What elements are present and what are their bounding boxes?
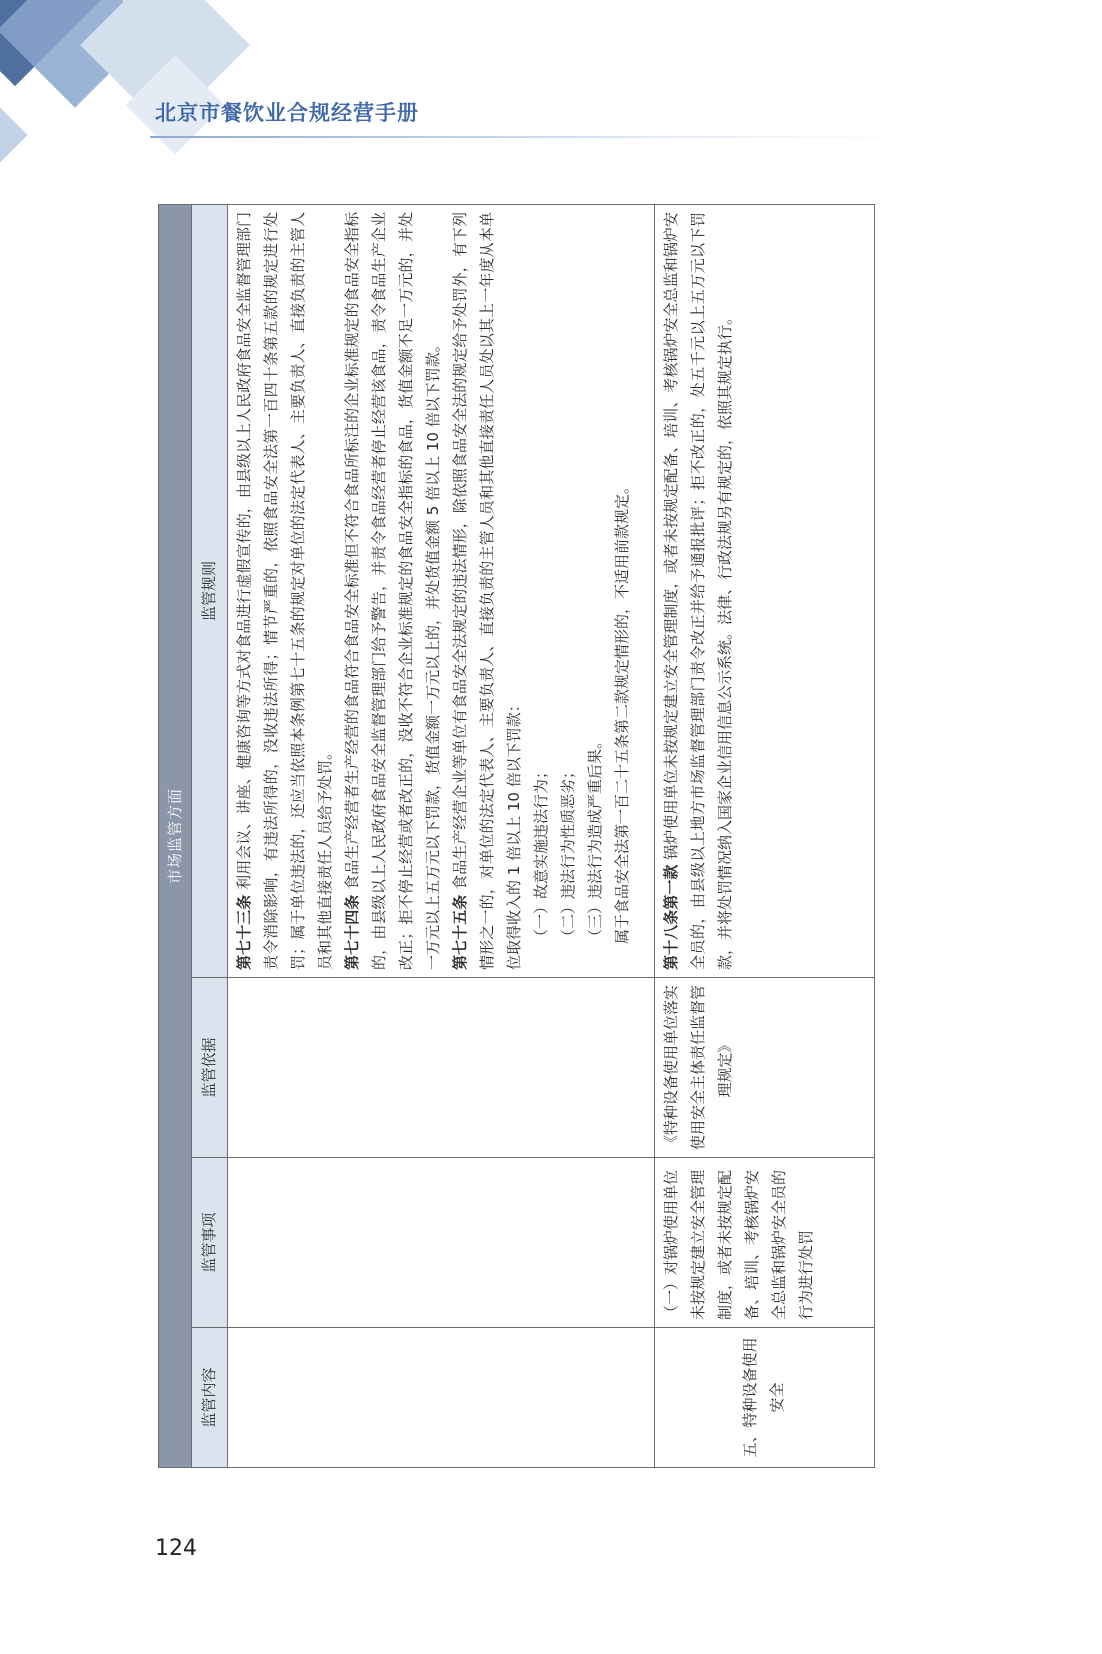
- rules-cell: [228, 204, 654, 977]
- rules-cell: [654, 204, 874, 977]
- content-cell: [228, 1328, 654, 1468]
- corner-decoration: [0, 102, 28, 167]
- table-row: [654, 204, 874, 1467]
- article-note: 属于食品安全法第一百二十五条第二款规定情形的，不适用前款规定。: [613, 478, 632, 944]
- page-number: 124: [155, 1536, 197, 1561]
- column-header-item: 监管事项: [192, 1158, 228, 1328]
- table-row: [228, 204, 654, 1467]
- content-cell: 五、特种设备使用安全: [654, 1328, 874, 1468]
- article-73: [231, 212, 339, 970]
- column-header-content: 监管内容: [192, 1328, 228, 1468]
- article-text: 锅炉使用单位未按规定建立安全管理制度，或者未按规定配备、培训、考核锅炉安全总监和锅炉安全员的，由县级以上地方市场监督管理部门责令改正并给予通报批评；拒不改正的，处五千元以上五万元以下罚款，并将处罚情况纳入国家企业信用信息公示系统。法律、行政法规另有规定的，依照其规定执行。: [661, 211, 734, 970]
- article-number: 第七十三条: [235, 894, 254, 970]
- sub-item: （二）违法行为性质恶劣；: [559, 763, 578, 944]
- basis-cell: 《特种设备使用单位落实使用安全主体责任监督管理规定》: [654, 978, 874, 1158]
- article-number: 第七十四条: [343, 894, 362, 970]
- column-header-basis: 监管依据: [192, 978, 228, 1158]
- regulation-table: [158, 204, 875, 1468]
- article-18: [658, 212, 739, 970]
- column-header-rules: 监管规则: [192, 204, 228, 977]
- article-text: 食品生产经营企业等单位有食品安全法规定的违法情形，除依照食品安全法的规定给予处罚外，有下列情形之一的，对单位的法定代表人、主要负责人、直接负责的主管人员和其他直接责任人员处以其上一年度从本单位取得收入的 1 倍以上 10 倍以下罚款：: [451, 211, 524, 970]
- article-74: [339, 212, 447, 970]
- article-number: 第十八条第一款: [661, 864, 680, 970]
- basis-cell: [228, 978, 654, 1158]
- sub-item: （三）违法行为造成严重后果。: [586, 733, 605, 944]
- rotated-table: [158, 205, 875, 1468]
- article-text: 食品生产经营者生产经营的食品符合食品安全标准但不符合食品所标注的企业标准规定的食品安全指标的，由县级以上人民政府食品安全监督管理部门给予警告，并责令食品经营者停止经营该食品，责令食品生产企业改正；拒不停止经营或者改正的，没收不符合企业标准规定的食品安全指标的食品，货值金额不足一万元的，并处一万元以上五万元以下罚款，货值金额一万元以上的，并处货值金额 5 倍以上 10 倍以下罚款。: [343, 211, 443, 970]
- section-header: 市场监管方面: [159, 204, 192, 1467]
- sub-item: （一）故意实施违法行为；: [532, 763, 551, 944]
- article-number: 第七十五条: [451, 894, 470, 970]
- article-text: 利用会议、讲座、健康咨询等方式对食品进行虚假宣传的，由县级以上人民政府食品安全监督管理部门责令消除影响，有违法所得的，没收违法所得；情节严重的，依照食品安全法第一百四十条第五款的规定进行处罚；属于单位违法的，还应当依照本条例第七十五条的规定对单位的法定代表人、主要负责人、直接负责的主管人员和其他直接责任人员给予处罚。: [235, 211, 335, 970]
- handbook-title: 北京市餐饮业合规经营手册: [155, 101, 419, 125]
- article-75: [447, 212, 528, 970]
- title-divider: [150, 136, 910, 138]
- item-cell: （一）对锅炉使用单位未按规定建立安全管理制度，或者未按规定配备、培训、考核锅炉安全总监和锅炉安全员的行为进行处罚: [654, 1158, 874, 1328]
- item-cell: [228, 1158, 654, 1328]
